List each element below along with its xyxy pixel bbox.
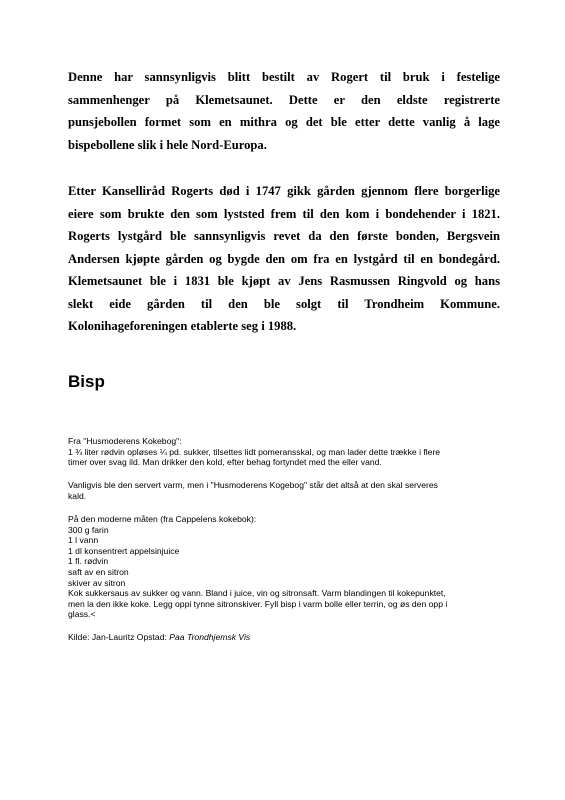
section-heading: Bisp <box>68 372 105 391</box>
modern-recipe <box>68 514 500 620</box>
text-line: Fra "Husmoderens Kokebog": <box>68 436 182 446</box>
text-line: 1 ¾ liter rødvin opløses ¼ pd. sukker, tilsettes lidt pomeransskal, og man lader dette trække i flere <box>68 446 441 457</box>
text-line: sammenhenger på Klemetsaunet. Dette er den eldste registrerte <box>68 92 500 107</box>
text-line: Klemetsaunet ble i 1831 ble kjøpt av Jens Rasmussen Ringvold og hans <box>68 274 500 288</box>
text-line: Kolonihageforeningen etablerte seg i 1988. <box>68 319 297 333</box>
text-line: Andersen kjøpte gården og bygde den om fra en lystgård til en bondegård. <box>68 251 500 266</box>
text-line: kald. <box>68 490 87 501</box>
text-line: Denne har sannsynligvis blitt bestilt av Rogert til bruk i festelige <box>68 70 500 84</box>
text-line: eiere som brukte den som lyststed frem til den kom i bondehender i 1821. <box>68 206 500 221</box>
ingredient: 300 g farin <box>68 524 109 535</box>
text-line: Vanligvis ble den servert varm, men i "Husmoderens Kogebog" står det altså at den skal serveres <box>68 480 438 490</box>
text-line: bispebollene slik i hele Nord-Europa. <box>68 137 267 152</box>
ingredient: 1 fl. rødvin <box>68 556 109 567</box>
recipe-intro: På den moderne måten (fra Cappelens kokebok): <box>68 514 257 524</box>
ingredient: 1 l vann <box>68 535 99 546</box>
source-credit <box>68 632 500 643</box>
paragraph-punch-bowl <box>68 66 500 156</box>
text-line: Etter Kanselliråd Rogerts død i 1747 gikk gården gjennom flere borgerlige <box>68 184 500 198</box>
instruction-line: Kok sukkersaus av sukker og vann. Bland i juice, vin og sitronsaft. Varm blandingen til kokepunktet, <box>68 588 446 599</box>
paragraph-farm-history <box>68 180 500 338</box>
text-line: slekt eide gården til den ble solgt til Trondheim Kommune. <box>68 296 500 311</box>
text-line: punsjebollen formet som en mithra og det ble etter dette vanlig å lage <box>68 115 500 129</box>
ingredient: skiver av sitron <box>68 577 126 588</box>
text-line: Rogerts lystgård ble sannsynligvis revet da den første bonden, Bergsvein <box>68 229 500 243</box>
ingredient: 1 dl konsentrert appelsinjuice <box>68 545 180 556</box>
text-line: timer over svag ild. Man drikker den kold, efter behag fortyndet med the eller vand. <box>68 457 382 468</box>
historical-recipe-quote <box>68 436 500 468</box>
credit-book-title: Paa Trondhjemsk Vis <box>169 632 251 642</box>
credit-prefix: Kilde: Jan-Lauritz Opstad: <box>68 632 170 642</box>
instruction-line: men la den ikke koke. Legg oppi tynne sitronskiver. Fyll bisp i varm bolle eller terrin, og øs den opp i <box>68 598 448 609</box>
instruction-line: glass.< <box>68 609 96 620</box>
ingredient: saft av en sitron <box>68 566 129 577</box>
serving-note <box>68 480 500 501</box>
